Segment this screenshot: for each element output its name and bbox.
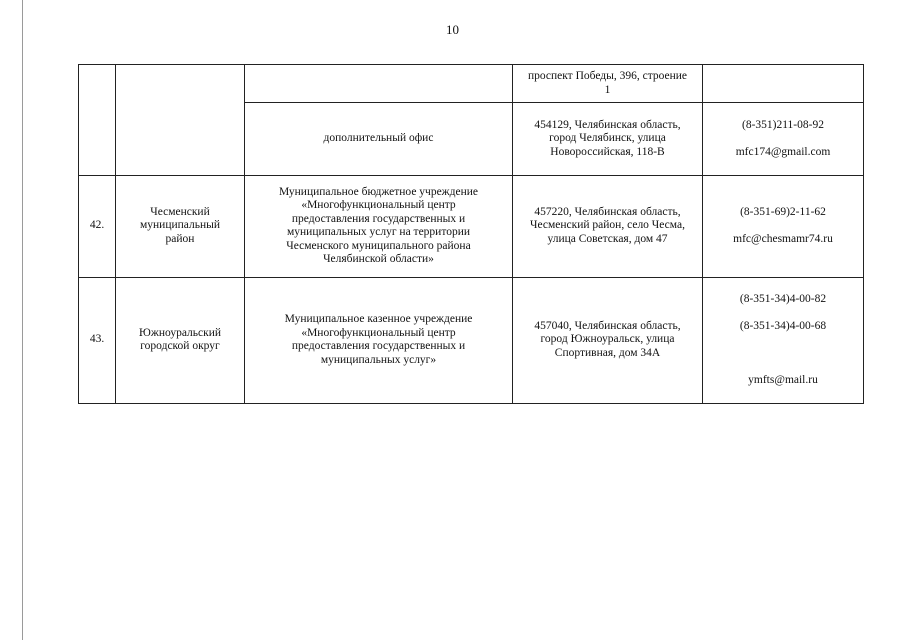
email-text: mfc174@gmail.com: [735, 145, 831, 158]
address-cell: 454129, Челябинская область, город Челябинск, улица Новороссийская, 118-В: [513, 103, 703, 176]
table-row: [79, 277, 864, 403]
page-number: 10: [446, 22, 459, 37]
phone-text: (8-351-34)4-00-68: [739, 320, 827, 332]
district-cell: [116, 65, 245, 176]
number-cell: [79, 65, 116, 176]
organization-cell: [245, 65, 513, 103]
phone-text: (8-351)211-08-92: [742, 118, 824, 131]
contacts-cell: [703, 65, 864, 103]
address-cell: 457220, Челябинская область, Чесменский район, село Чесма, улица Советская, дом 47: [513, 175, 703, 277]
address-cell: проспект Победы, 396, строение 1: [513, 65, 703, 103]
address-cell: 457040, Челябинская область, город Южноуральск, улица Спортивная, дом 34А: [513, 277, 703, 403]
scan-left-edge-line: [22, 0, 23, 640]
spacer: [707, 347, 859, 360]
mfc-offices-table: [78, 64, 864, 404]
organization-cell: дополнительный офис: [245, 103, 513, 176]
district-cell: Чесменский муниципальный район: [116, 175, 245, 277]
phone-text: (8-351-34)4-00-82: [739, 293, 827, 305]
organization-cell: Муниципальное бюджетное учреждение «Многофункциональный центр предоставления государственных и муниципальных услуг на территории Чесменского муниципального района Челябинской области»: [245, 175, 513, 277]
district-cell: Южноуральский городской округ: [116, 277, 245, 403]
phone-text: (8-351-69)2-11-62: [740, 205, 826, 218]
email-text: mfc@chesmamr74.ru: [733, 232, 833, 245]
email-text: ymfts@mail.ru: [748, 373, 818, 386]
table-row: [79, 175, 864, 277]
contacts-cell: [703, 103, 864, 176]
number-cell: 43.: [79, 277, 116, 403]
table-row: [79, 65, 864, 103]
organization-cell: Муниципальное казенное учреждение «Многофункциональный центр предоставления государственных и муниципальных услуг»: [245, 277, 513, 403]
contacts-cell: [703, 175, 864, 277]
number-cell: 42.: [79, 175, 116, 277]
contacts-cell: [703, 277, 864, 403]
